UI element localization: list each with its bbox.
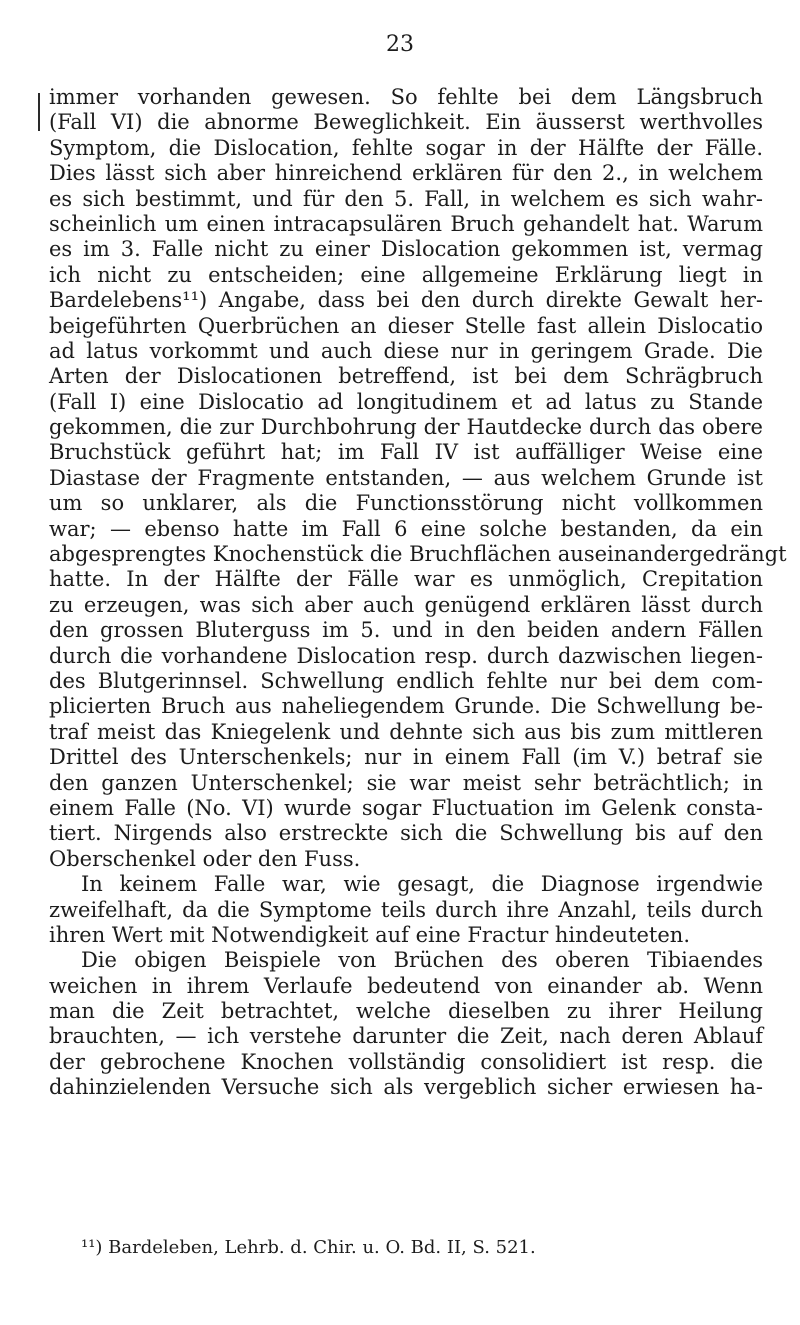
text-line: zu erzeugen, was sich aber auch genügend erklären lässt durch [49,592,763,617]
paragraph [49,948,763,1100]
text-line: weichen in ihrem Verlaufe bedeutend von einander ab. Wenn [49,973,763,998]
text-line: Arten der Dislocationen betreffend, ist bei dem Schrägbruch [49,364,763,389]
text-line: abgesprengtes Knochenstück die Bruchflächen auseinandergedrängt [49,542,787,567]
text-line: man die Zeit betrachtet, welche dieselben zu ihrer Heilung [49,999,763,1024]
text-line: scheinlich um einen intracapsulären Bruch gehandelt hat. Warum [49,211,763,236]
text-line: Bardelebens¹¹) Angabe, dass bei den durch direkte Gewalt her- [49,288,763,313]
text-line: war; — ebenso hatte im Fall 6 eine solche bestanden, da ein [49,516,763,541]
text-line: Bruchstück geführt hat; im Fall IV ist auffälliger Weise eine [49,440,763,465]
text-line: durch die vorhandene Dislocation resp. durch dazwischen liegen- [49,643,763,668]
text-line: beigeführten Querbrüchen an dieser Stelle fast allein Dislocatio [49,313,763,338]
text-line: plicierten Bruch aus naheliegendem Grunde. Die Schwellung be- [49,694,763,719]
text-line: brauchten, — ich verstehe darunter die Zeit, nach deren Ablauf [49,1024,763,1049]
text-line: ich nicht zu entscheiden; eine allgemeine Erklärung liegt in [49,262,763,287]
text-line: Diastase der Fragmente entstanden, — aus welchem Grunde ist [49,465,763,490]
text-line: einem Falle (No. VI) wurde sogar Fluctuation im Gelenk consta- [49,795,763,820]
text-line: traf meist das Kniegelenk und dehnte sich aus bis zum mittleren [49,719,763,744]
text-line: des Blutgerinnsel. Schwellung endlich fehlte nur bei dem com- [49,668,763,693]
paragraph [49,872,763,948]
footnote: ¹¹) Bardeleben, Lehrb. d. Chir. u. O. Bd. II, S. 521. [81,1237,536,1258]
text-line: (Fall VI) die abnorme Beweglichkeit. Ein äusserst werthvolles [49,110,763,135]
text-line: In keinem Falle war, wie gesagt, die Diagnose irgendwie [81,872,763,897]
text-line: Die obigen Beispiele von Brüchen des oberen Tibiaendes [81,948,763,973]
paragraph [49,85,787,872]
text-line: ihren Wert mit Notwendigkeit auf eine Fractur hindeuteten. [49,922,691,947]
page-number: 23 [386,32,414,57]
text-line: Dies lässt sich aber hinreichend erklären für den 2., in welchem [49,161,763,186]
body-text [49,85,787,1101]
text-line: Drittel des Unterschenkels; nur in einem Fall (im V.) betraf sie [49,745,763,770]
text-line: zweifelhaft, da die Symptome teils durch ihre Anzahl, teils durch [49,897,763,922]
text-line: gekommen, die zur Durchbohrung der Hautdecke durch das obere [49,415,763,440]
text-line: der gebrochene Knochen vollständig consolidiert ist resp. die [49,1049,763,1074]
text-line: den ganzen Unterschenkel; sie war meist sehr beträchtlich; in [49,770,763,795]
text-line: es im 3. Falle nicht zu einer Dislocation gekommen ist, vermag [49,237,763,262]
text-line: dahinzielenden Versuche sich als vergeblich sicher erwiesen ha- [49,1075,763,1100]
text-line: tiert. Nirgends also erstreckte sich die Schwellung bis auf den [49,821,763,846]
text-line: (Fall I) eine Dislocatio ad longitudinem et ad latus zu Stande [49,389,763,414]
text-line: immer vorhanden gewesen. So fehlte bei dem Längsbruch [49,85,763,109]
margin-mark [38,93,40,131]
text-line: den grossen Bluterguss im 5. und in den beiden andern Fällen [49,618,763,643]
text-line: Symptom, die Dislocation, fehlte sogar in der Hälfte der Fälle. [49,135,763,160]
text-line: hatte. In der Hälfte der Fälle war es unmöglich, Crepitation [49,567,763,592]
text-line: es sich bestimmt, und für den 5. Fall, in welchem es sich wahr- [49,186,763,211]
text-line: ad latus vorkommt und auch diese nur in geringem Grade. Die [49,338,763,363]
text-line: Oberschenkel oder den Fuss. [49,846,361,871]
text-line: um so unklarer, als die Functionsstörung nicht vollkommen [49,491,763,516]
